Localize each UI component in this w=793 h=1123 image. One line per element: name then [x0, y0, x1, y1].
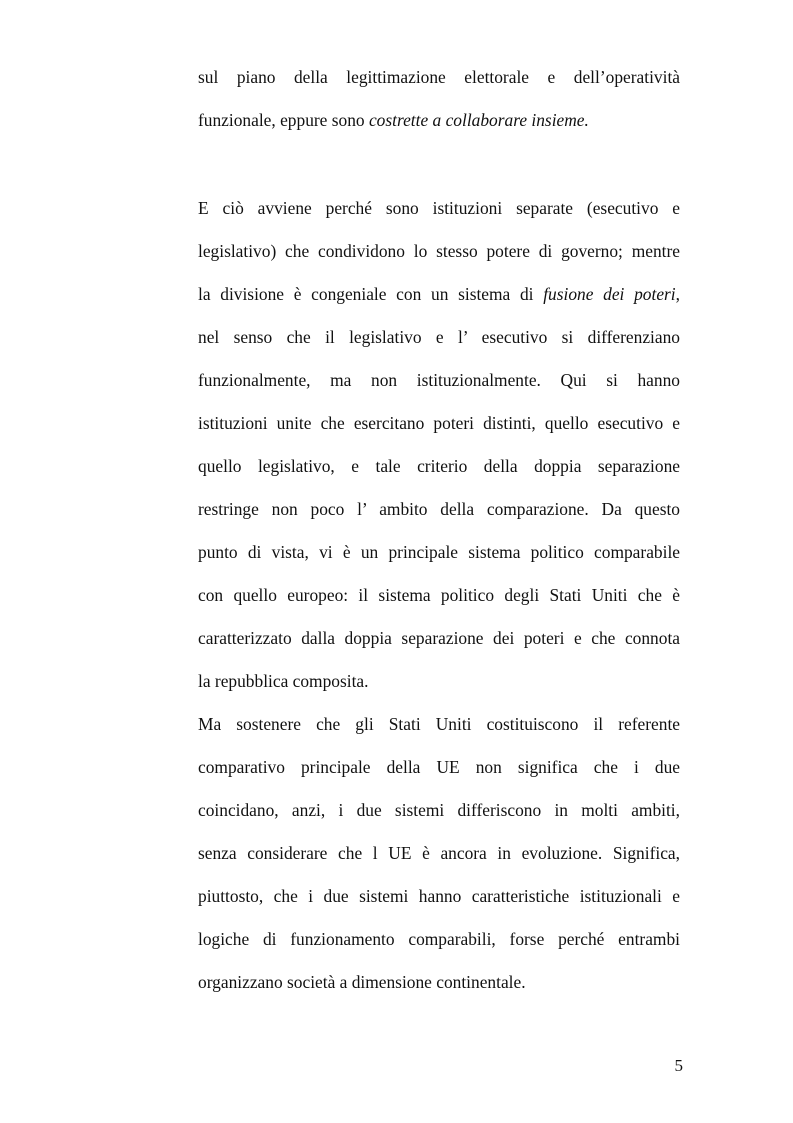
text-line — [198, 531, 680, 574]
text-segment: legislativo) che condividono lo stesso potere di governo; mentre — [198, 241, 680, 261]
text-segment: quello legislativo, e tale criterio della doppia separazione — [198, 456, 680, 476]
text-line — [198, 402, 680, 445]
text-line — [198, 832, 680, 875]
text-segment: sul piano della legittimazione elettorale e dell’operatività — [198, 67, 680, 87]
text-line — [198, 230, 680, 273]
text-line — [198, 660, 680, 703]
text-segment: logiche di funzionamento comparabili, forse perché entrambi — [198, 929, 680, 949]
text-line — [198, 316, 680, 359]
page-number: 5 — [674, 1056, 683, 1075]
text-line — [198, 617, 680, 660]
text-line — [198, 918, 680, 961]
text-segment: istituzioni unite che esercitano poteri distinti, quello esecutivo e — [198, 413, 680, 433]
text-line — [198, 488, 680, 531]
text-segment: comparativo principale della UE non significa che i due — [198, 757, 680, 777]
text-line — [198, 99, 680, 142]
italic-text: costrette a collaborare insieme. — [368, 110, 589, 130]
text-segment: la divisione è congeniale con un sistema di — [198, 284, 544, 304]
text-segment: restringe non poco l’ ambito della comparazione. Da questo — [198, 499, 680, 519]
text-segment: Ma sostenere che gli Stati Uniti costituiscono il referente — [198, 714, 680, 734]
text-segment: E ciò avviene perché sono istituzioni separate (esecutivo e — [198, 198, 680, 218]
text-segment: organizzano società a dimensione continentale. — [198, 972, 526, 992]
text-segment: senza considerare che l UE è ancora in evoluzione. Significa, — [198, 843, 680, 863]
text-segment: con quello europeo: il sistema politico degli Stati Uniti che è — [198, 585, 680, 605]
text-line — [198, 56, 680, 99]
text-segment: nel senso che il legislativo e l’ esecutivo si differenziano — [198, 327, 680, 347]
text-line — [198, 703, 680, 746]
paragraph-intro — [198, 56, 680, 142]
text-segment: funzionale, eppure sono — [198, 110, 369, 130]
text-line — [198, 789, 680, 832]
text-segment: caratterizzato dalla doppia separazione dei poteri e che connota — [198, 628, 680, 648]
text-line — [198, 961, 680, 1004]
text-line — [198, 359, 680, 402]
text-segment: funzionalmente, ma non istituzionalmente. Qui si hanno — [198, 370, 680, 390]
text-line — [198, 875, 680, 918]
text-segment: la repubblica composita. — [198, 671, 369, 691]
text-line — [198, 187, 680, 230]
text-line — [198, 746, 680, 789]
text-segment: piuttosto, che i due sistemi hanno caratteristiche istituzionali e — [198, 886, 680, 906]
paragraph-body — [198, 187, 680, 1004]
italic-text: fusione dei poteri — [543, 284, 676, 304]
text-segment: coincidano, anzi, i due sistemi differiscono in molti ambiti, — [198, 800, 680, 820]
text-line — [198, 273, 680, 316]
text-line — [198, 445, 680, 488]
text-segment: punto di vista, vi è un principale sistema politico comparabile — [198, 542, 680, 562]
text-line — [198, 574, 680, 617]
text-segment: , — [675, 284, 680, 304]
